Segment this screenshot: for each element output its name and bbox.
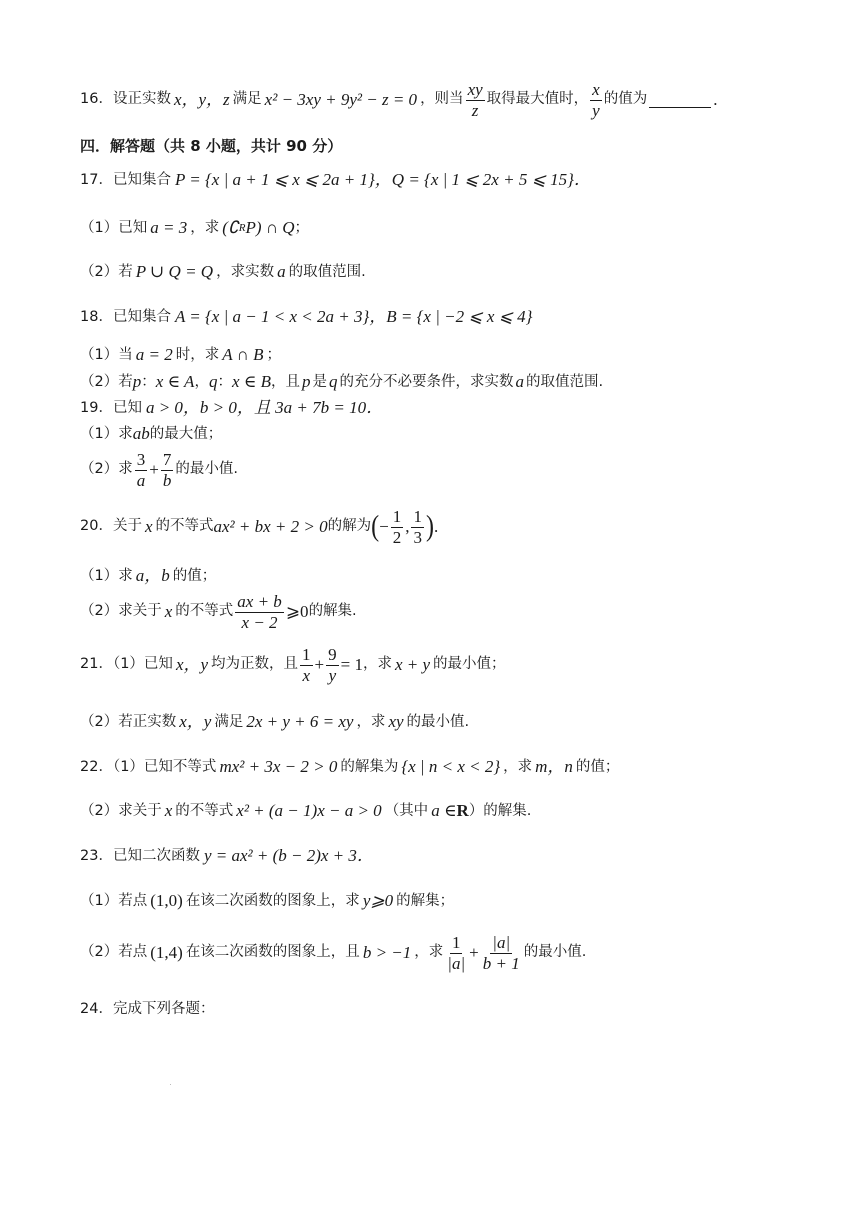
q24-text: 24．完成下列各题： bbox=[80, 1001, 215, 1017]
q20-p1-vars: a，b bbox=[135, 566, 170, 585]
q16-frac1-num: xy bbox=[467, 80, 483, 99]
q21-p2-end: 的最小值. bbox=[406, 713, 470, 730]
q21-p2-mid2: ，求 bbox=[356, 713, 386, 730]
question-16 bbox=[80, 80, 717, 120]
q21-f1-den: x bbox=[302, 665, 311, 685]
q22-p2-label: （2）求关于 bbox=[80, 802, 162, 819]
q20-stem-mid2: 的解为 bbox=[327, 518, 372, 535]
q20-fraction-1-2 bbox=[391, 507, 404, 547]
question-22-part-2 bbox=[80, 801, 531, 821]
q21-fraction-9-y bbox=[326, 645, 339, 685]
q22-p2-mid: 的不等式 bbox=[175, 802, 234, 819]
q16-tail: 的值为 bbox=[603, 91, 648, 108]
q20-p2-end: 的解集. bbox=[308, 603, 357, 620]
question-19-part-2 bbox=[80, 450, 238, 490]
q16-fraction-xy-z bbox=[466, 80, 485, 120]
q20-p2-mid: 的不等式 bbox=[175, 603, 234, 620]
question-23-part-2: （2）若点 (1,4) 在该二次函数的图象上，且 b > −1 ，求 $\frac{1}{|a|}$ + $\frac{|a|}{b + 1}$ 的最小值. bbox=[80, 933, 587, 973]
q21-p2-label: （2）若正实数 bbox=[80, 713, 177, 730]
q23-p2-end: 的最小值. bbox=[523, 944, 587, 961]
q22-p1-vars: m，n bbox=[535, 757, 573, 776]
q22-p2-R: R bbox=[456, 801, 469, 820]
q22-p1-mid2: ，求 bbox=[503, 758, 533, 775]
q22-p1-label: 22．（1）已知不等式 bbox=[80, 758, 217, 775]
q23-p1-mid: 在该二次函数的图象上，求 bbox=[185, 892, 360, 909]
q20-f2-num: 1 bbox=[413, 507, 422, 526]
q16-mid: 满足 bbox=[232, 91, 262, 108]
question-23-part-1 bbox=[80, 891, 454, 911]
q18-p2-p2: p bbox=[301, 372, 311, 391]
question-21-part-2 bbox=[80, 712, 469, 732]
q22-p1-end: 的值； bbox=[575, 758, 620, 775]
q20-p1-label: （1）求 bbox=[80, 567, 133, 584]
q19-fraction-7-b bbox=[161, 450, 174, 490]
q16-then: ，则当 bbox=[420, 91, 464, 108]
q18-p1-mid: 时，求 bbox=[175, 346, 220, 363]
q21-p1-mid2: ，求 bbox=[362, 656, 392, 673]
question-23-stem bbox=[80, 846, 374, 866]
q16-vars: x，y，z bbox=[173, 89, 230, 109]
q21-p2-mid: 满足 bbox=[214, 713, 244, 730]
q21-p2-xy: xy bbox=[388, 712, 404, 731]
q23-p2-label: （2）若点 bbox=[80, 944, 148, 961]
q21-f1-num: 1 bbox=[302, 645, 311, 664]
q21-f2-num: 9 bbox=[328, 645, 337, 664]
question-19-stem bbox=[80, 398, 383, 418]
q17-p2-var: a bbox=[277, 262, 286, 281]
q23-p2-mid: 在该二次函数的图象上，且 bbox=[185, 944, 360, 961]
question-17-part-2 bbox=[80, 262, 366, 282]
q18-p2-text3: ， bbox=[194, 373, 209, 390]
q20-f1-num: 1 bbox=[392, 507, 402, 526]
q18-p2-text7: 的充分不必要条件，求实数 bbox=[339, 373, 514, 390]
open-paren: ( bbox=[371, 510, 380, 543]
q18-stem-math: A = {x | a − 1 < x < 2a + 3}，B = {x | −2 ⩽ x ⩽ 4} bbox=[174, 307, 533, 326]
q16-equation: x² − 3xy + 9y² − z = 0 bbox=[264, 89, 418, 109]
q23-f2-num: |a| bbox=[492, 933, 511, 952]
q17-p2-mid: ，求实数 bbox=[216, 263, 275, 280]
q17-p1-math2: (∁ bbox=[222, 218, 239, 237]
q20-stem-label: 20．关于 bbox=[80, 518, 142, 535]
q20-f3-num: ax + b bbox=[237, 592, 282, 611]
q17-p2-label: （2）若 bbox=[80, 263, 133, 280]
question-17-stem bbox=[80, 170, 591, 190]
q18-p2-text8: 的取值范围. bbox=[525, 373, 604, 390]
q23-p2-pt: (1,4) bbox=[150, 942, 183, 962]
q18-p1-math1: a = 2 bbox=[135, 345, 173, 364]
q16-fraction-x-y bbox=[590, 80, 602, 120]
q22-p2-math: x² + (a − 1)x − a > 0 bbox=[236, 801, 382, 820]
question-17-part-1 bbox=[80, 218, 309, 238]
q18-p1-label: （1）当 bbox=[80, 346, 133, 363]
question-18-part-2 bbox=[80, 372, 603, 392]
q21-p1-end: 的最小值； bbox=[433, 656, 506, 673]
q23-p1-y: y⩾0 bbox=[362, 891, 394, 910]
q17-p1-label: （1）已知 bbox=[80, 219, 148, 236]
q18-p2-text6: 是 bbox=[312, 373, 327, 390]
q19-f1-num: 3 bbox=[136, 450, 146, 469]
q17-p2-end: 的取值范围. bbox=[288, 263, 366, 280]
page-speck bbox=[170, 1084, 171, 1085]
q22-p2-paren: （其中 bbox=[384, 802, 429, 819]
question-21-part-1: 21．（1）已知 x，y 均为正数，且 $\frac{1}{x}$ + $\frac{9}{y}$ = 1 ，求 x + y 的最小值； bbox=[80, 645, 506, 685]
q18-p2-q: q bbox=[208, 372, 218, 391]
q16-frac1-den: z bbox=[471, 100, 479, 120]
q17-p1-sub: R bbox=[238, 221, 246, 234]
section-title: 四．解答题（共 8 小题，共计 90 分） bbox=[80, 137, 343, 155]
q23-f1-den: |a| bbox=[447, 953, 466, 973]
q20-fraction-axb bbox=[235, 592, 284, 632]
q23-p1-pt: (1,0) bbox=[150, 891, 183, 910]
q21-f2-den: y bbox=[328, 665, 337, 685]
q21-p1-vars: x，y bbox=[175, 654, 209, 674]
q16-when: 取得最大值时， bbox=[486, 91, 589, 108]
q21-p1-label: 21．（1）已知 bbox=[80, 656, 173, 673]
q20-f1-den: 2 bbox=[392, 527, 402, 547]
question-18-stem bbox=[80, 307, 532, 327]
q20-stem-math: ax² + bx + 2 > 0 bbox=[213, 516, 328, 536]
q22-p2-x: x bbox=[164, 801, 173, 820]
q20-f3-den: x − 2 bbox=[241, 612, 278, 632]
q18-stem-label: 18．已知集合 bbox=[80, 308, 171, 325]
q19-plus: + bbox=[149, 459, 159, 479]
q20-p2-x: x bbox=[164, 601, 173, 621]
q21-p1-eq: = 1 bbox=[340, 654, 363, 674]
q20-fraction-1-3 bbox=[411, 507, 424, 547]
q18-p1-math2: A ∩ B bbox=[222, 345, 264, 364]
q20-p2-label: （2）求关于 bbox=[80, 603, 162, 620]
q19-stem-label: 19．已知 bbox=[80, 399, 142, 416]
q23-stem-label: 23．已知二次函数 bbox=[80, 847, 200, 864]
q21-p1-math: x + y bbox=[394, 654, 431, 674]
q18-p2-text2: ： bbox=[141, 373, 156, 390]
q23-f1-num: 1 bbox=[451, 933, 461, 952]
q20-p2-ge: ⩾0 bbox=[285, 601, 309, 621]
q19-p1-math: ab bbox=[132, 424, 150, 443]
question-24 bbox=[80, 1001, 214, 1018]
q16-frac2-den: y bbox=[592, 100, 600, 120]
q23-p1-end: 的解集； bbox=[396, 892, 455, 909]
question-20-stem: 20．关于 x 的不等式 ax² + bx + 2 > 0 的解为 ( − $\frac{1}{2}$ , $\frac{1}{3}$ ) . bbox=[80, 507, 439, 547]
q23-fraction-1-abs-a bbox=[445, 933, 467, 973]
q19-f2-num: 7 bbox=[162, 450, 172, 469]
question-22-part-1 bbox=[80, 757, 619, 777]
q23-f2-den: b + 1 bbox=[482, 953, 520, 973]
q19-p1-label: （1）求 bbox=[80, 425, 133, 442]
q19-p2-end: 的最小值. bbox=[175, 461, 238, 478]
section-heading bbox=[80, 137, 342, 155]
q22-p2-close: ）的解集. bbox=[468, 802, 532, 819]
q18-p2-text1: （2）若 bbox=[80, 373, 133, 390]
q23-fraction-abs-a-b1 bbox=[481, 933, 522, 973]
q16-end: . bbox=[713, 89, 718, 109]
q22-p1-math: mx² + 3x − 2 > 0 bbox=[219, 757, 338, 776]
q17-stem-label: 17．已知集合 bbox=[80, 171, 171, 188]
q20-p1-end: 的值； bbox=[172, 567, 217, 584]
q17-p1-math1: a = 3 bbox=[150, 218, 188, 237]
q16-frac2-num: x bbox=[592, 80, 600, 99]
q18-p2-p: p bbox=[132, 372, 142, 391]
q23-p2-mid2: ，求 bbox=[414, 944, 444, 961]
q17-p1-math3: P) ∩ Q bbox=[245, 218, 295, 237]
q22-p1-mid: 的解集为 bbox=[340, 758, 399, 775]
q17-p1-end: ； bbox=[294, 219, 310, 236]
close-paren: ) bbox=[425, 510, 434, 543]
q22-p2-in: a ∈ bbox=[431, 801, 457, 820]
q18-p2-a: a bbox=[515, 372, 524, 391]
q20-f2-den: 3 bbox=[413, 527, 422, 547]
q18-p2-m1: x ∈ A bbox=[155, 372, 195, 391]
q17-p1-mid: ，求 bbox=[190, 219, 220, 236]
q21-p2-vars: x，y bbox=[179, 712, 212, 731]
q21-p2-math: 2x + y + 6 = xy bbox=[246, 712, 354, 731]
q19-f2-den: b bbox=[162, 470, 172, 490]
q19-f1-den: a bbox=[136, 470, 146, 490]
q18-p1-end: ； bbox=[266, 346, 281, 363]
q16-label: 16．设正实数 bbox=[80, 91, 171, 108]
q21-fraction-1-x bbox=[300, 645, 313, 685]
q17-stem-math: P = {x | a + 1 ⩽ x ⩽ 2a + 1}，Q = {x | 1 ⩽ 2x + 5 ⩽ 15}． bbox=[174, 170, 591, 189]
q20-stem-x: x bbox=[144, 516, 153, 536]
q19-p2-label: （2）求 bbox=[80, 461, 133, 478]
q19-p1-end: 的最大值； bbox=[149, 425, 223, 442]
question-20-part-2 bbox=[80, 592, 357, 632]
question-19-part-1 bbox=[80, 424, 222, 444]
q18-p2-m2: x ∈ B bbox=[231, 372, 271, 391]
q23-p1-label: （1）若点 bbox=[80, 892, 148, 909]
answer-blank bbox=[649, 93, 711, 108]
q18-p2-text5: ，且 bbox=[270, 373, 300, 390]
q20-stem-mid: 的不等式 bbox=[155, 518, 214, 535]
q17-p2-math: P ∪ Q = Q bbox=[135, 262, 214, 281]
q23-stem-math: y = ax² + (b − 2)x + 3． bbox=[203, 846, 374, 865]
question-20-part-1 bbox=[80, 566, 216, 586]
q19-stem-math: a > 0，b > 0，且 3a + 7b = 10． bbox=[145, 398, 384, 417]
q22-p1-set: {x | n < x < 2} bbox=[401, 757, 501, 776]
q18-p2-text4: ： bbox=[217, 373, 232, 390]
q21-p1-mid: 均为正数，且 bbox=[211, 656, 299, 673]
q23-p2-cond: b > −1 bbox=[362, 942, 412, 962]
q18-p2-q2: q bbox=[328, 372, 338, 391]
q19-fraction-3-a bbox=[135, 450, 148, 490]
question-18-part-1 bbox=[80, 345, 281, 365]
